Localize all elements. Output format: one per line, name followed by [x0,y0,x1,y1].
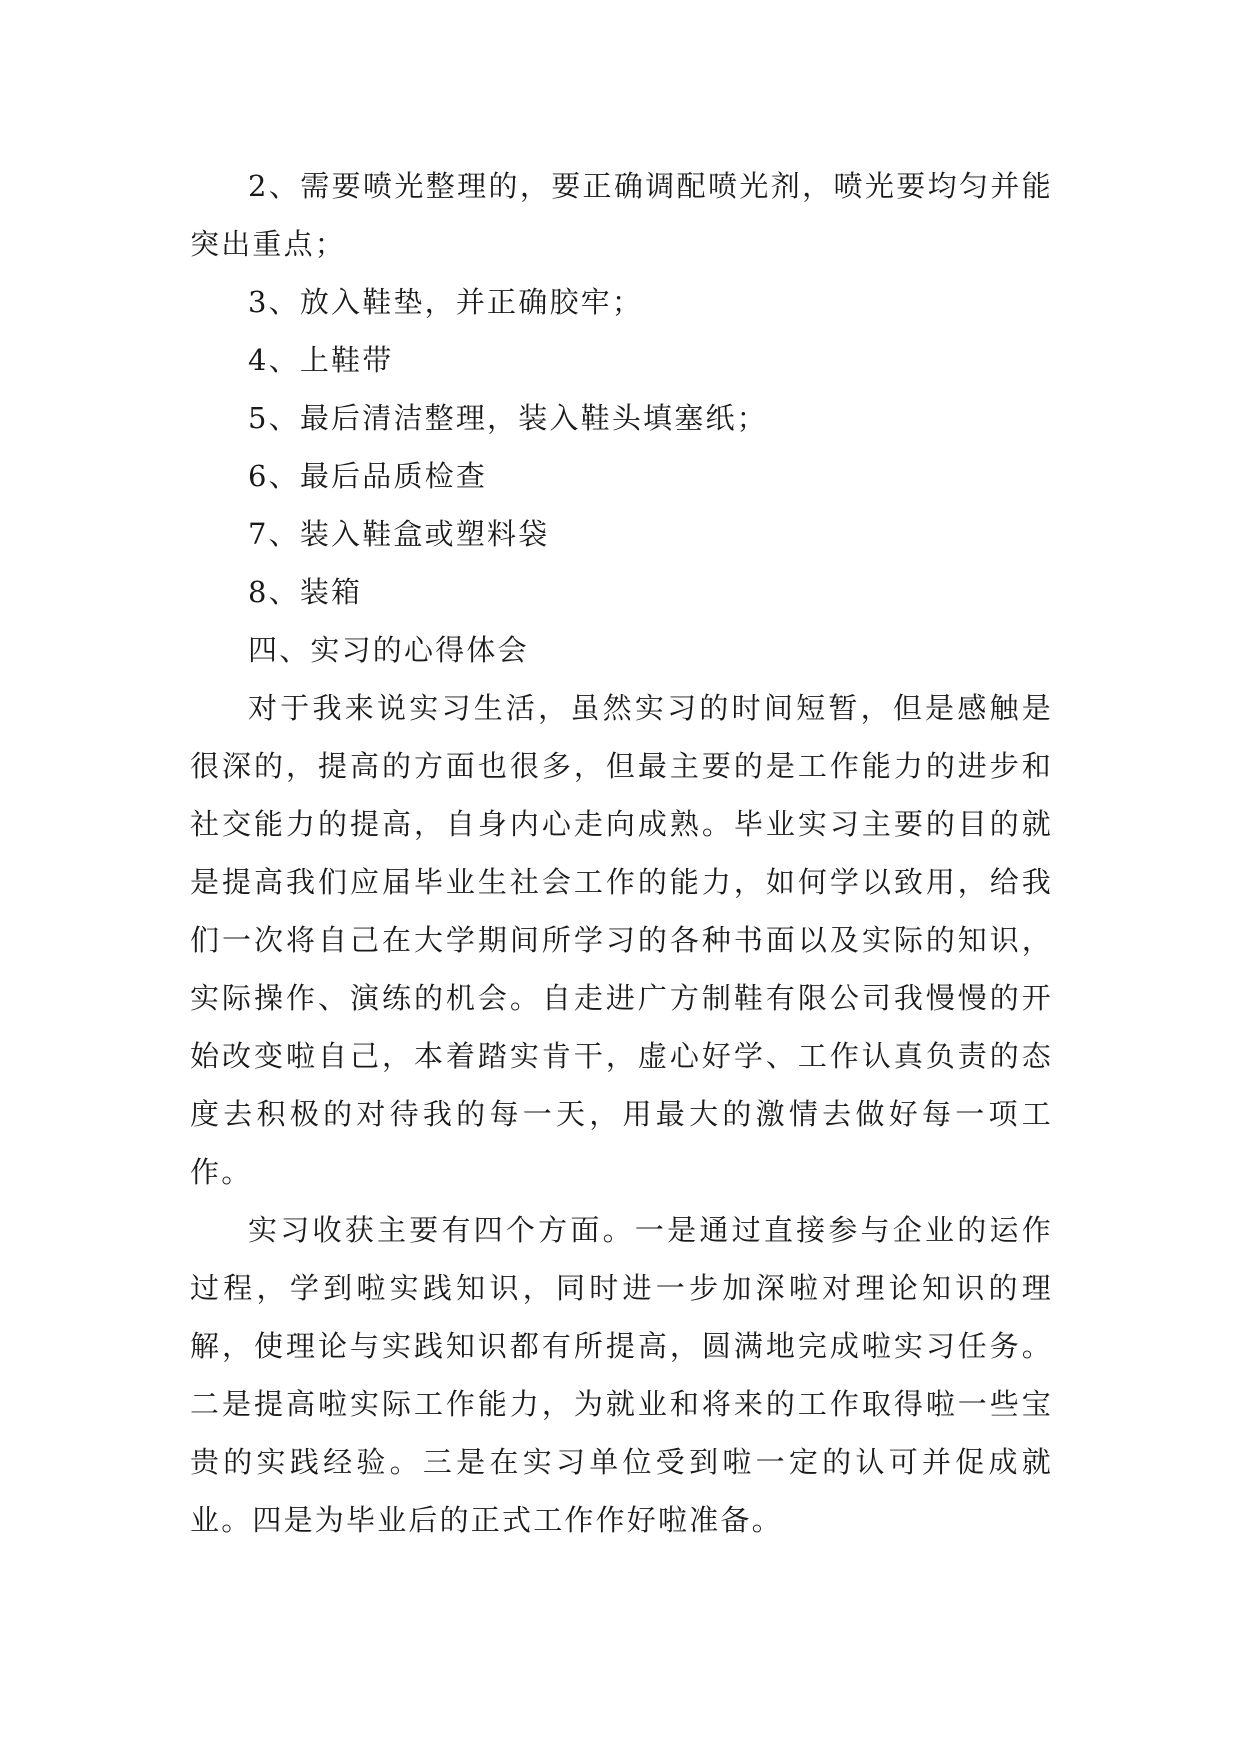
list-item-step-8: 8、装箱 [248,575,363,609]
list-item-step-2: 2、需要喷光整理的，要正确调配喷光剂，喷光要均匀并能突出重点； [190,169,1053,261]
list-item-step-6: 6、最后品质检查 [248,459,488,493]
body-paragraph: 实习收获主要有四个方面。一是通过直接参与企业的运作过程，学到啦实践知识，同时进一步加深啦对理论知识的理解，使理论与实践知识都有所提高，圆满地完成啦实习任务。二是提高啦实际工作能力，为就业和将来的工作取得啦一些宝贵的实践经验。三是在实习单位受到啦一定的认可并促成就业。四是为毕业后的正式工作作好啦准备。 [190,1213,1053,1537]
list-item-step-7: 7、装入鞋盒或塑料袋 [248,517,550,551]
document-body [190,157,1053,1549]
section-heading: 四、实习的心得体会 [248,633,529,667]
list-item-step-3: 3、放入鞋垫，并正确胶牢； [248,285,644,319]
list-item-step-5: 5、最后清洁整理，装入鞋头填塞纸； [248,401,768,435]
list-item-step-4: 4、上鞋带 [248,343,394,377]
body-paragraph: 对于我来说实习生活，虽然实习的时间短暂，但是感触是很深的，提高的方面也很多，但最主要的是工作能力的进步和社交能力的提高，自身内心走向成熟。毕业实习主要的目的就是提高我们应届毕业生社会工作的能力，如何学以致用，给我们一次将自己在大学期间所学习的各种书面以及实际的知识，实际操作、演练的机会。自走进广方制鞋有限公司我慢慢的开始改变啦自己，本着踏实肯干，虚心好学、工作认真负责的态度去积极的对待我的每一天，用最大的激情去做好每一项工作。 [190,691,1053,1189]
